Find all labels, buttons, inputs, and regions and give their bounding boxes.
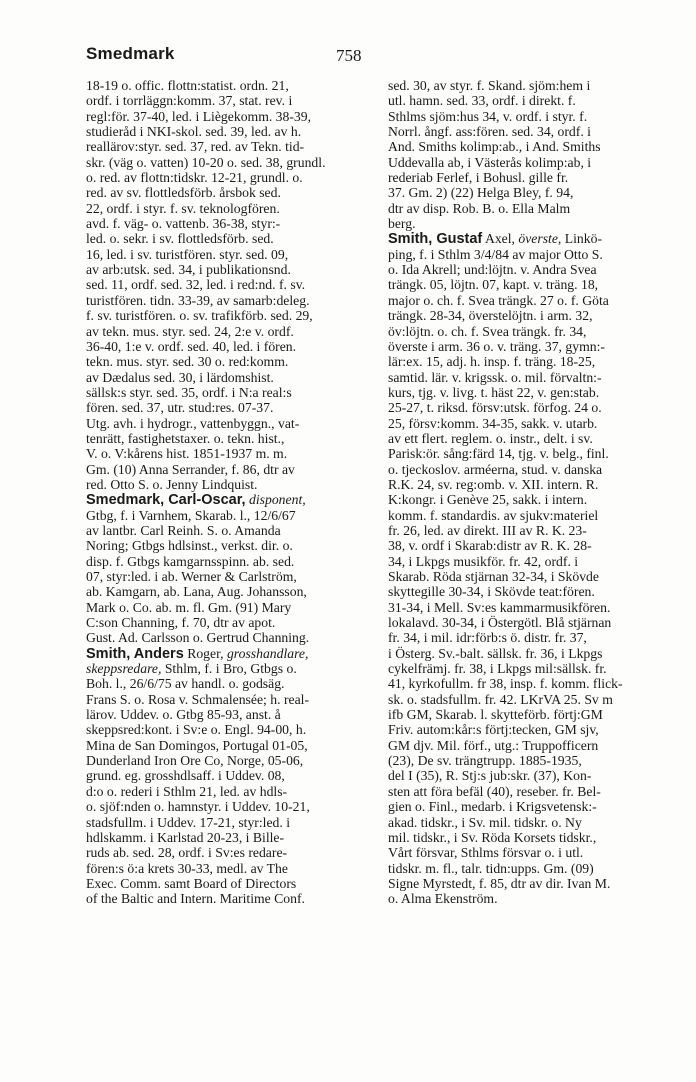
page-number: 758: [336, 46, 362, 65]
text-line: Boh. l., 26/6/75 av handl. o. godsäg.: [86, 676, 285, 692]
text-line: fören. sed. 37, utr. stud:res. 07-37.: [86, 400, 274, 416]
text-line: hdlskamm. i Karlstad 20-23, i Bille-: [86, 829, 285, 845]
text-line: K:kongr. i Genève 25, sakk. i intern.: [388, 492, 588, 508]
text-line: öv:löjtn. o. ch. f. Svea trängk. fr. 34,: [388, 323, 587, 339]
text-line: stadsfullm. i Uddev. 17-21, styr:led. i: [86, 814, 291, 830]
text-line: skr. (väg o. vatten) 10-20 o. sed. 38, grundl.: [86, 154, 326, 170]
text-line: 37. Gm. 2) (22) Helga Bley, f. 94,: [388, 185, 574, 201]
text-line: o. Ida Akrell; und:löjtn. v. Andra Svea: [388, 262, 597, 278]
text-line: reallärov:styr. sed. 37, red. av Tekn. tid-: [86, 139, 305, 155]
text-line: sed. 30, av styr. f. Skand. sjöm:hem i: [388, 78, 591, 93]
text-line: f. sv. turistfören. o. sv. trafikförb. sed. 29,: [86, 308, 313, 324]
text-line: berg.: [388, 216, 416, 232]
text-line: dtr av disp. Rob. B. o. Ella Malm: [388, 200, 571, 216]
text-line: av ett flert. reglem. o. instr., delt. i sv.: [388, 430, 593, 446]
text-line: akad. tidskr., i Sv. mil. tidskr. o. Ny: [388, 814, 582, 830]
text-line: av lantbr. Carl Reinh. S. o. Amanda: [86, 522, 281, 538]
text-line: Noring; Gtbgs hdlsinst., verkst. dir. o.: [86, 538, 293, 554]
text-line: del I (35), R. Stj:s jub:skr. (37), Kon-: [388, 768, 592, 784]
text-line: lär:ex. 15, adj. h. insp. f. träng. 18-25,: [388, 354, 596, 370]
text-line: Mark o. Co. ab. m. fl. Gm. (91) Mary: [86, 599, 292, 615]
text-line: skeppsred:kont. i Sv:e o. Engl. 94-00, h.: [86, 722, 307, 738]
text-line: trängk. 28-34, överstelöjtn. i arm. 32,: [388, 308, 593, 324]
entry-name-rest: Axel,: [484, 231, 515, 247]
text-line: gien o. Finl., medarb. i Krigsvetensk:-: [388, 799, 597, 815]
text-line: Norrl. ångf. ass:fören. sed. 34, ordf. i: [388, 124, 591, 140]
text-line: Parisk:ör. sång:färd 14, tjg. v. belg., finl.: [388, 446, 609, 462]
running-head: [86, 44, 682, 68]
entry-headword: Smith, Gustaf: [388, 231, 483, 247]
text-line: i Österg. Sv.-balt. sällsk. fr. 36, i Lkpgs: [388, 645, 603, 661]
text-line: sk. o. stadsfullm. fr. 42. LKrVA 25. Sv m: [388, 691, 613, 707]
text-line: ping, f. i Sthlm 3/4/84 av major Otto S.: [388, 246, 603, 262]
right-column: [388, 78, 682, 907]
text-line: komm. f. standardis. av sjukv:materiel: [388, 507, 599, 523]
text-line: fr. 26, led. av direkt. III av R. K. 23-: [388, 522, 587, 538]
entry-first-line: [388, 231, 682, 246]
text-line: 18-19 o. offic. flottn:statist. ordn. 21,: [86, 78, 289, 93]
text-line: V. o. V:kårens hist. 1851-1937 m. m.: [86, 446, 288, 462]
entry-text: Linkö-: [564, 231, 603, 247]
entry-second-line: [86, 661, 380, 676]
text-line: skyttegille 30-34, i Skövde teat:fören.: [388, 584, 595, 600]
text-line: regl:för. 37-40, led. i Liègekomm. 38-39,: [86, 108, 312, 124]
text-line: 41, kyrkofullm. fr 38, insp. f. komm. flick-: [388, 676, 623, 692]
text-line: Exec. Comm. samt Board of Directors: [86, 875, 297, 891]
text-line: cykelfrämj. fr. 38, i Lkpgs mil:sällsk. fr.: [388, 661, 607, 677]
text-line: 25-27, t. riksd. försv:utsk. förfog. 24 o.: [388, 400, 602, 416]
text-line: överste i arm. 36 o. v. träng. 37, gymn:-: [388, 338, 605, 354]
entry-name-rest: Roger,: [187, 645, 224, 661]
text-line: tidskr. m. fl., talr. tidn:upps. Gm. (09): [388, 860, 594, 876]
text-line: Mina de San Domingos, Portugal 01-05,: [86, 737, 308, 753]
text-line: studieråd i NKI-skol. sed. 39, led. av h.: [86, 124, 302, 140]
text-line: tekn. mus. styr. sed. 30 o. red:komm.: [86, 354, 289, 370]
text-line: Signe Myrstedt, f. 85, dtr av dir. Ivan M.: [388, 875, 611, 891]
text-line: o. sjöf:nden o. hamnstyr. i Uddev. 10-21,: [86, 799, 310, 815]
text-line: ifb GM, Skarab. l. skytteförb. förtj:GM: [388, 707, 603, 723]
text-line: red. av sv. flottledsförb. årsbok sed.: [86, 185, 281, 201]
text-line: kurs, tjg. v. livg. t. häst 22, v. gen:stab.: [388, 384, 600, 400]
text-line: o. Alma Ekenström.: [388, 891, 498, 907]
entry-text: Sthlm, f. i Bro, Gtbgs o.: [164, 661, 297, 677]
text-line: 22, ordf. i styr. f. sv. teknologfören.: [86, 200, 280, 216]
entry-first-line: [86, 492, 380, 507]
text-line: R.K. 24, sv. reg:omb. v. XII. intern. R.: [388, 476, 599, 492]
text-line: samtid. lär. v. krigssk. o. mil. förvaltn:-: [388, 369, 602, 385]
text-line: tenrätt, fastighetstaxer. o. tekn. hist.,: [86, 430, 285, 446]
text-line: 31-34, i Mell. Sv:es kammarmusikfören.: [388, 599, 611, 615]
text-line: (23), De sv. trängtrupp. 1885-1935,: [388, 753, 582, 769]
left-column: [86, 78, 380, 907]
text-line: Dunderland Iron Ore Co, Norge, 05-06,: [86, 753, 304, 769]
text-line: av arb:utsk. sed. 34, i publikationsnd.: [86, 262, 291, 278]
text-line: disp. f. Gtbgs kamgarnsspinn. ab. sed.: [86, 553, 295, 569]
entry-title: överste,: [518, 231, 562, 247]
entry-title: disponent,: [249, 492, 306, 508]
text-line: Skarab. Röda stjärnan 32-34, i Skövde: [388, 569, 599, 584]
running-head-word: Smedmark: [86, 44, 175, 63]
text-line: Gtbg, f. i Varnhem, Skarab. l., 12/6/67: [86, 507, 296, 523]
text-line: 34, i Lkpgs musikför. fr. 42, ordf. i: [388, 553, 579, 569]
text-line: of the Baltic and Intern. Maritime Conf.: [86, 891, 305, 907]
text-line: avd. f. väg- o. vattenb. 36-38, styr:-: [86, 216, 281, 232]
text-line: major o. ch. f. Svea trängk. 27 o. f. Göta: [388, 292, 609, 308]
text-line: av tekn. mus. styr. sed. 24, 2:e v. ordf.: [86, 323, 294, 339]
text-line: 38, v. ordf i Skarab:distr av R. K. 28-: [388, 538, 592, 554]
entry-title: skeppsredare,: [86, 661, 162, 677]
text-line: o. tjeckoslov. arméerna, stud. v. danska: [388, 461, 603, 477]
text-line: red. Otto S. o. Jenny Lindquist.: [86, 476, 258, 492]
entry-headword: Smedmark, Carl-Oscar,: [86, 492, 246, 508]
text-line: led. o. sekr. i sv. flottledsförb. sed.: [86, 231, 274, 247]
text-line: Uddevalla ab, i Västerås kolimp:ab, i: [388, 154, 592, 170]
text-line: utl. hamn. sed. 33, ordf. i direkt. f.: [388, 93, 576, 109]
text-line: 36-40, 1:e v. ordf. sed. 40, led. i fören.: [86, 338, 297, 354]
text-line: Utg. avh. i hydrogr., vattenbyggn., vat-: [86, 415, 300, 431]
text-line: Friv. autom:kår:s förtj:tecken, GM sjv,: [388, 722, 599, 738]
text-line: lärov. Uddev. o. Gtbg 85-93, anst. å: [86, 707, 281, 723]
text-line: turistfören. tidn. 33-39, av samarb:deleg.: [86, 292, 310, 308]
text-line: sed. 11, ordf. sed. 32, led. i red:nd. f. sv.: [86, 277, 306, 293]
text-line: Gm. (10) Anna Serrander, f. 86, dtr av: [86, 461, 295, 477]
text-line: GM djv. Mil. förf., utg.: Truppofficern: [388, 737, 599, 753]
text-line: ruds ab. sed. 28, ordf. i Sv:es redare-: [86, 845, 288, 861]
text-line: Frans S. o. Rosa v. Schmalensée; h. real-: [86, 691, 310, 707]
text-line: 07, styr:led. i ab. Werner & Carlström,: [86, 569, 297, 584]
text-line: fr. 34, i mil. idr:förb:s ö. distr. fr. 37,: [388, 630, 587, 646]
text-line: av Dædalus sed. 30, i lärdomshist.: [86, 369, 274, 385]
entry-first-line: [86, 646, 380, 661]
text-line: sten att föra befäl (40), reseber. fr. Bel-: [388, 783, 601, 799]
text-line: Vårt försvar, Sthlms försvar o. i utl.: [388, 845, 584, 861]
text-line: mil. tidskr., i Sv. Röda Korsets tidskr.,: [388, 829, 597, 845]
text-line: Sthlms sjöm:hus 34, v. ordf. i styr. f.: [388, 108, 588, 124]
text-line: ordf. i torrläggn:komm. 37, stat. rev. i: [86, 93, 293, 109]
text-line: And. Smiths kolimp:ab., i And. Smiths: [388, 139, 601, 155]
text-line: 16, led. i sv. turistfören. styr. sed. 09,: [86, 246, 289, 262]
text-line: lokalavd. 30-34, i Östergötl. Blå stjärnan: [388, 615, 612, 631]
entry-headword: Smith, Anders: [86, 645, 184, 662]
entry-title: grosshandlare,: [226, 645, 309, 661]
text-line: 25, försv:komm. 34-35, sakk. v. utarb.: [388, 415, 598, 431]
text-line: d:o o. rederi i Sthlm 21, led. av hdls-: [86, 783, 288, 799]
text-line: C:son Channing, f. 70, dtr av apot.: [86, 615, 276, 631]
text-line: Gust. Ad. Carlsson o. Gertrud Channing.: [86, 630, 310, 646]
text-line: grund. eg. grosshdlsaff. i Uddev. 08,: [86, 768, 285, 784]
text-line: ab. Kamgarn, ab. Lana, Aug. Johansson,: [86, 584, 307, 600]
text-line: o. red. av flottn:tidskr. 12-21, grundl. o.: [86, 170, 303, 186]
text-line: rederiab Ferlef, i Bohusl. gille fr.: [388, 170, 569, 186]
text-line: trängk. 05, löjtn. 07, kapt. v. träng. 18,: [388, 277, 599, 293]
text-line: sällsk:s styr. sed. 35, ordf. i N:a real:s: [86, 384, 292, 400]
text-line: fören:s ö:a krets 30-33, medl. av The: [86, 860, 288, 876]
